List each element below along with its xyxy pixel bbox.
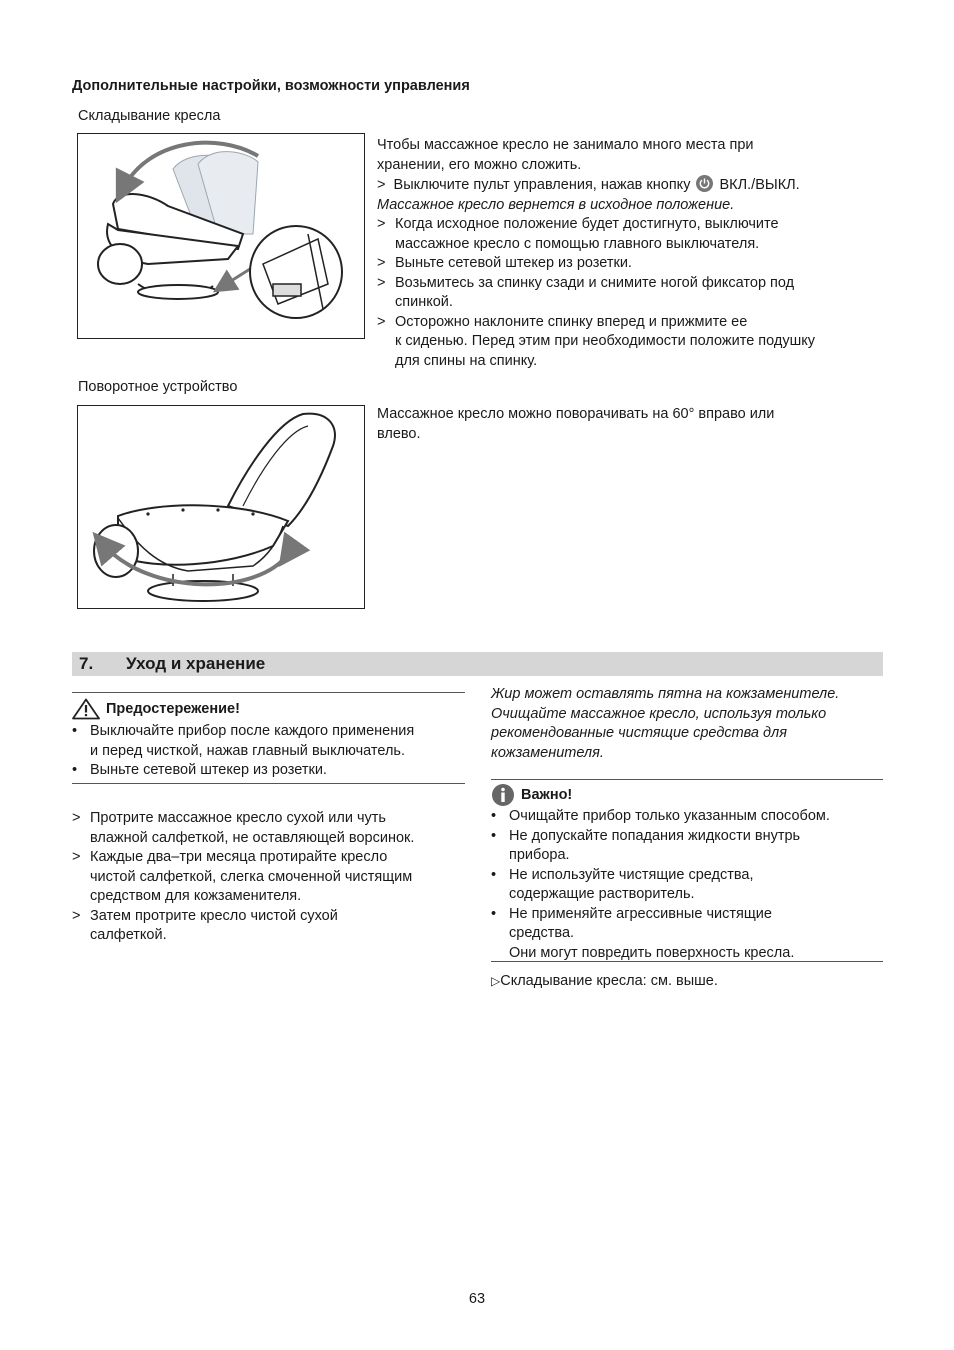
warning-item [72,761,465,781]
important-item [491,866,883,905]
important-line: Не применяйте агрессивные чистящие [509,905,772,922]
bullet-marker: • [491,808,497,824]
folding-chair-illustration [77,133,365,339]
important-line: Очищайте прибор только указанным способом. [509,808,830,824]
swivel-line: влево. [377,425,421,442]
folding-intro-line: хранении, его можно сложить. [377,156,582,173]
note-line: Очищайте массажное кресло, используя только [491,705,827,722]
warning-item [72,722,465,761]
swivel-description [377,405,897,444]
crossref-text: Складывание кресла: см. выше. [500,973,718,989]
step-line: влажной салфеткой, не оставляющей ворсинок. [90,829,415,846]
important-header [491,783,883,807]
important-bottom-rule [491,961,883,962]
warning-title: Предостережение! [106,701,240,717]
step-marker: > [377,255,386,271]
step-text: Выключите пульт управления, нажав кнопку [393,177,691,193]
folding-note: Массажное кресло вернется в исходное положение. [377,196,735,213]
swivel-subtitle: Поворотное устройство [78,379,238,395]
swivel-chair-illustration [77,405,365,609]
step-line: Выньте сетевой штекер из розетки. [395,255,632,271]
cross-reference [491,972,883,992]
important-line: прибора. [509,847,570,863]
step-marker: > [72,907,81,924]
note-line: Жир может оставлять пятна на кожзаменителе. [491,686,840,702]
crossref-marker: ▷ [491,974,501,988]
bullet-marker: • [72,723,78,739]
step-line: чистой салфеткой, слегка смоченной чистящим [90,868,413,885]
warning-line: Выньте сетевой штекер из розетки. [90,762,327,778]
important-notice [491,783,883,963]
important-line: Они могут повредить поверхность кресла. [509,944,795,961]
step-line: средством для кожзаменителя. [90,888,302,904]
grease-note [491,685,883,763]
step-line: к сиденью. Перед этим при необходимости положите подушку [395,333,815,349]
folding-intro-line: Чтобы массажное кресло не занимало много места при [377,137,754,153]
bullet-marker: • [491,905,497,922]
folding-step [377,254,897,274]
important-item [491,905,883,964]
bullet-marker: • [72,762,78,778]
folding-subtitle: Складывание кресла [78,108,221,124]
info-icon [491,783,515,807]
warning-header [72,698,465,720]
section-number: 7. [79,654,94,673]
section-heading-care [72,652,883,676]
important-item [491,827,883,866]
warning-line: Выключайте прибор после каждого применения [90,723,415,739]
folding-step-power [377,175,897,196]
important-title: Важно! [521,787,573,803]
warning-bottom-rule [72,783,465,784]
important-line: Не используйте чистящие средства, [509,866,754,883]
step-line: Когда исходное положение будет достигнуто, выключите [395,216,779,232]
folding-step [377,215,897,254]
warning-triangle-icon [72,698,100,720]
step-line: Осторожно наклоните спинку вперед и прижмите ее [395,313,748,330]
step-line: Возьмитесь за спинку сзади и снимите ногой фиксатор под [395,274,795,291]
section-title: Уход и хранение [126,654,266,673]
step-marker: > [377,177,386,193]
care-steps [72,809,472,946]
folding-step [377,274,897,313]
important-line: содержащие растворитель. [509,886,695,902]
important-item [491,807,883,827]
folding-instructions [377,136,897,371]
swivel-chair-drawing [78,406,364,608]
care-step [72,809,472,848]
step-marker: > [377,313,386,330]
page-section-title: Дополнительные настройки, возможности управления [72,78,470,94]
important-line: средства. [509,925,575,941]
note-line: рекомендованные чистящие средства для [491,725,787,741]
folding-chair-drawing [78,134,364,338]
warning-line: и перед чисткой, нажав главный выключатель. [90,742,405,759]
warning-notice [72,698,465,781]
step-marker: > [72,810,81,826]
warning-top-rule [72,692,465,693]
note-line: кожзаменителя. [491,744,604,761]
important-line: Не допускайте попадания жидкости внутрь [509,827,801,844]
power-button-icon [696,175,713,192]
step-marker: > [72,849,81,865]
care-step [72,907,472,946]
step-line: Затем протрите кресло чистой сухой [90,907,338,924]
power-button-label: ВКЛ./ВЫКЛ. [719,177,800,193]
step-line: для спины на спинку. [395,352,538,369]
important-top-rule [491,779,883,780]
step-line: салфеткой. [90,927,167,943]
step-line: массажное кресло с помощью главного выключателя. [395,235,760,252]
care-step [72,848,472,907]
step-line: Каждые два–три месяца протирайте кресло [90,849,388,865]
bullet-marker: • [491,827,497,844]
step-marker: > [377,274,386,291]
swivel-line: Массажное кресло можно поворачивать на 60° вправо или [377,406,775,422]
bullet-marker: • [491,866,497,883]
step-line: спинкой. [395,294,453,310]
folding-step [377,313,897,372]
step-line: Протрите массажное кресло сухой или чуть [90,810,386,826]
page-number: 63 [468,1291,486,1307]
step-marker: > [377,216,386,232]
